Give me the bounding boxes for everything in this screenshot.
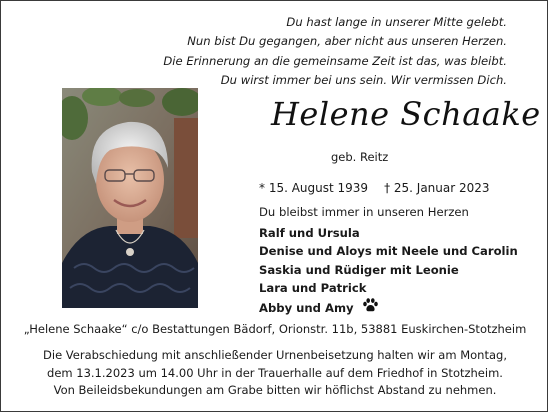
family-member: Saskia und Rüdiger mit Leonie bbox=[259, 262, 459, 277]
family-list bbox=[259, 224, 518, 318]
maiden-name: geb. Reitz bbox=[331, 150, 389, 164]
notice-line: dem 13.1.2023 um 14.00 Uhr in der Trauerhalle auf dem Friedhof in Stotzheim. bbox=[47, 365, 503, 380]
life-dates bbox=[259, 181, 490, 195]
funeral-notice bbox=[1, 347, 549, 400]
portrait-photo bbox=[62, 88, 198, 308]
notice-line: Die Verabschiedung mit anschließender Urnenbeisetzung halten wir am Montag, bbox=[43, 348, 507, 362]
poem-line: Nun bist Du gegangen, aber nicht aus unseren Herzen. bbox=[187, 34, 507, 49]
deceased-name: Helene Schaake bbox=[271, 95, 541, 133]
death-date: † 25. Januar 2023 bbox=[384, 181, 490, 195]
birth-date: * 15. August 1939 bbox=[259, 181, 369, 195]
family-member: Denise und Aloys mit Neele und Carolin bbox=[259, 244, 518, 259]
funeral-home-address: „Helene Schaake“ c/o Bestattungen Bädorf, Orionstr. 11b, 53881 Euskirchen-Stotzheim bbox=[23, 322, 527, 336]
family-member: Ralf und Ursula bbox=[259, 226, 360, 240]
family-member: Lara und Patrick bbox=[259, 281, 367, 296]
paw-print-icon bbox=[362, 298, 379, 318]
poem-line: Du hast lange in unserer Mitte gelebt. bbox=[286, 15, 507, 29]
notice-line: Von Beileidsbekundungen am Grabe bitten wir höflichst Abstand zu nehmen. bbox=[53, 383, 497, 397]
poem-line: Du wirst immer bei uns sein. Wir vermissen Dich. bbox=[220, 73, 507, 88]
memorial-poem bbox=[163, 13, 507, 91]
tagline: Du bleibst immer in unseren Herzen bbox=[259, 205, 469, 219]
poem-line: Die Erinnerung an die gemeinsame Zeit ist das, was bleibt. bbox=[163, 53, 507, 68]
family-member: Abby und Amy bbox=[259, 298, 518, 318]
